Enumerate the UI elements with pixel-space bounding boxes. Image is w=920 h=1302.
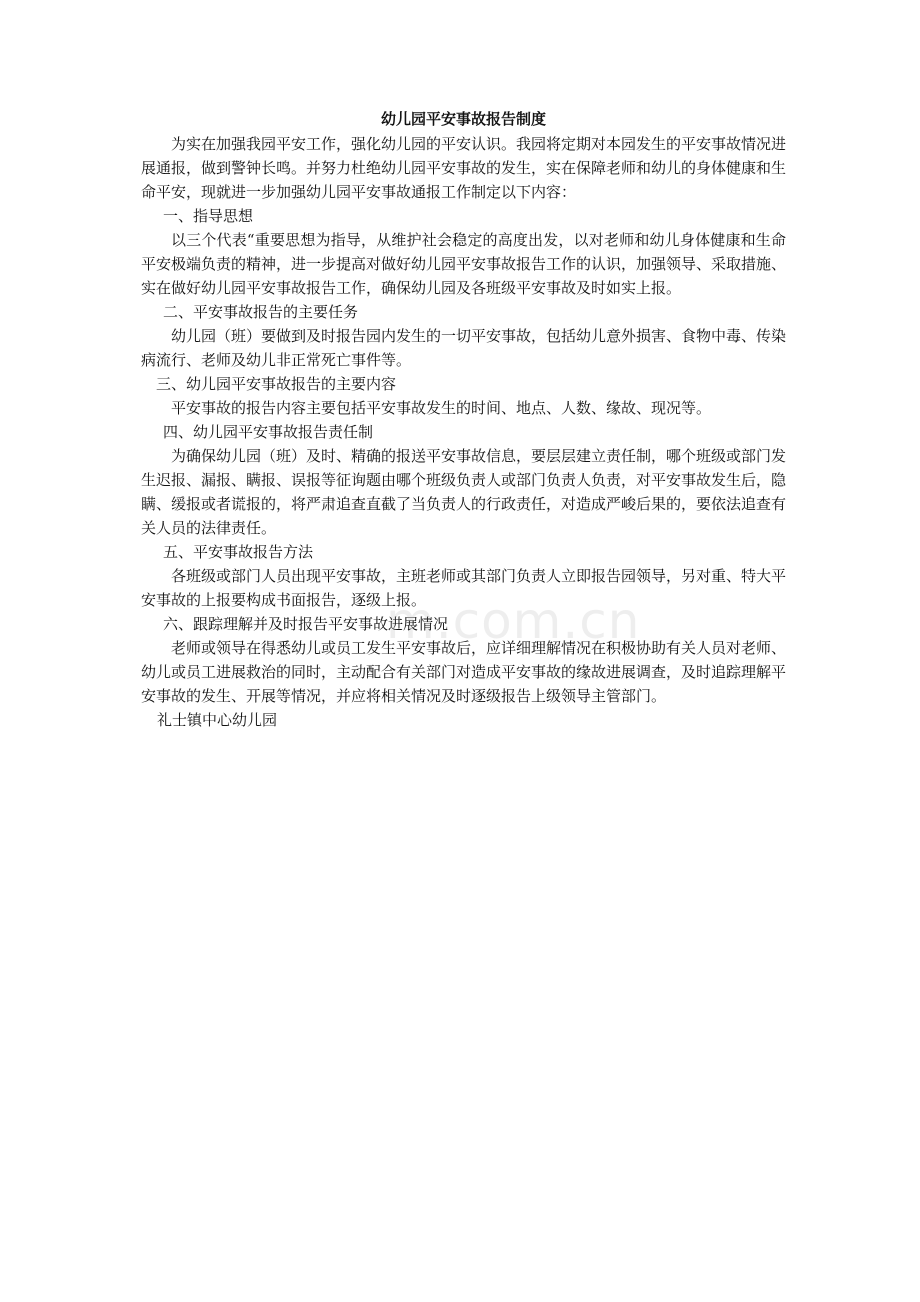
- section-body-3: 平安事故的报告内容主要包括平安事故发生的时间、地点、人数、缘故、现况等。: [171, 399, 712, 417]
- document-title: 幼儿园平安事故报告制度: [380, 110, 546, 128]
- section-heading-2: 二、平安事故报告的主要任务: [163, 303, 359, 321]
- signature: 礼士镇中心幼儿园: [157, 711, 278, 729]
- section-body-2: 幼儿园（班）要做到及时报告园内发生的一切平安事故，包括幼儿意外损害、食物中毒、传染病流行、老师及幼儿非正常死亡事件等。: [141, 327, 787, 369]
- section-heading-5: 五、平安事故报告方法: [163, 543, 314, 561]
- section-body-4: 为确保幼儿园（班）及时、精确的报送平安事故信息，要层层建立责任制，哪个班级或部门发生迟报、漏报、瞒报、误报等征询题由哪个班级负责人或部门负责人负责，对平安事故发生后，隐瞒、缓报或者谎报的，将严肃追查直截了当负责人的行政责任，对造成严峻后果的，要依法追查有关人员的法律责任。: [141, 447, 787, 537]
- section-body-5: 各班级或部门人员出现平安事故，主班老师或其部门负责人立即报告园领导，另对重、特大平安事故的上报要构成书面报告，逐级上报。: [141, 567, 787, 609]
- document-page: [141, 108, 786, 732]
- section-heading-4: 四、幼儿园平安事故报告责任制: [163, 423, 374, 441]
- section-heading-1: 一、指导思想: [163, 207, 254, 225]
- section-body-6: 老师或领导在得悉幼儿或员工发生平安事故后，应详细理解情况在积极协助有关人员对老师、幼儿或员工进展救治的同时，主动配合有关部门对造成平安事故的缘故进展调查，及时追踪理解平安事故的发生、开展等情况，并应将相关情况及时逐级报告上级领导主管部门。: [141, 639, 787, 705]
- watermark: m.com.cn: [386, 592, 641, 650]
- intro-paragraph: 为实在加强我园平安工作，强化幼儿园的平安认识。我园将定期对本园发生的平安事故情况进展通报，做到警钟长鸣。并努力杜绝幼儿园平安事故的发生，实在保障老师和幼儿的身体健康和生命平安，现就进一步加强幼儿园平安事故通报工作制定以下内容：: [141, 135, 787, 201]
- section-heading-3: 三、幼儿园平安事故报告的主要内容: [156, 375, 397, 393]
- section-body-1: 以三个代表“重要思想为指导，从维护社会稳定的高度出发，以对老师和幼儿身体健康和生命平安极端负责的精神，进一步提高对做好幼儿园平安事故报告工作的认识，加强领导、采取措施、实在做好幼儿园平安事故报告工作，确保幼儿园及各班级平安事故及时如实上报。: [141, 231, 787, 297]
- section-heading-6: 六、跟踪理解并及时报告平安事故进展情况: [163, 615, 449, 633]
